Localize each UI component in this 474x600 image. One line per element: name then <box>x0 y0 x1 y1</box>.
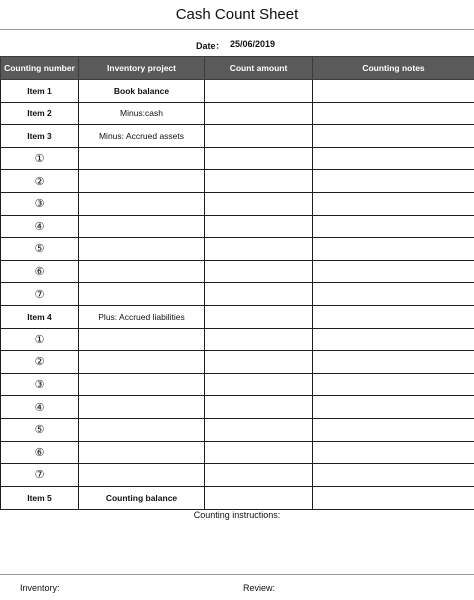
table-header-row <box>1 57 474 80</box>
counting-number-cell: Item 2 <box>1 102 79 125</box>
counting-instructions-label: Counting instructions: <box>193 510 281 520</box>
counting-notes-cell[interactable] <box>313 147 474 170</box>
count-amount-cell[interactable] <box>205 305 313 328</box>
counting-number-cell: ② <box>1 351 79 374</box>
count-amount-cell[interactable] <box>205 418 313 441</box>
counting-number-cell: ③ <box>1 373 79 396</box>
inventory-project-cell <box>79 441 205 464</box>
count-amount-cell[interactable] <box>205 147 313 170</box>
count-amount-cell[interactable] <box>205 486 313 509</box>
counting-number-cell: Item 3 <box>1 125 79 148</box>
count-amount-cell[interactable] <box>205 80 313 103</box>
table-row <box>1 238 474 261</box>
counting-number-cell: ⑥ <box>1 441 79 464</box>
counting-number-cell: Item 1 <box>1 80 79 103</box>
inventory-project-cell <box>79 351 205 374</box>
table-row <box>1 486 474 509</box>
inventory-project-cell <box>79 396 205 419</box>
count-amount-cell[interactable] <box>205 260 313 283</box>
counting-number-cell: ① <box>1 328 79 351</box>
inventory-project-cell <box>79 147 205 170</box>
counting-notes-cell[interactable] <box>313 170 474 193</box>
counting-number-cell: ⑤ <box>1 418 79 441</box>
counting-notes-cell[interactable] <box>313 373 474 396</box>
count-amount-cell[interactable] <box>205 464 313 487</box>
counting-notes-cell[interactable] <box>313 328 474 351</box>
instructions-divider <box>0 574 474 575</box>
counting-notes-cell[interactable] <box>313 283 474 306</box>
counting-number-cell: ⑦ <box>1 283 79 306</box>
table-row <box>1 147 474 170</box>
counting-notes-cell[interactable] <box>313 441 474 464</box>
count-amount-cell[interactable] <box>205 238 313 261</box>
table-row <box>1 396 474 419</box>
inventory-project-cell <box>79 373 205 396</box>
counting-notes-cell[interactable] <box>313 396 474 419</box>
table-row <box>1 170 474 193</box>
cash-count-table <box>0 56 474 510</box>
table-row <box>1 283 474 306</box>
count-amount-cell[interactable] <box>205 283 313 306</box>
counting-notes-cell[interactable] <box>313 102 474 125</box>
count-amount-cell[interactable] <box>205 351 313 374</box>
table-row <box>1 373 474 396</box>
table-row <box>1 125 474 148</box>
counting-number-cell: ② <box>1 170 79 193</box>
review-signature-label: Review: <box>243 583 276 593</box>
counting-notes-cell[interactable] <box>313 418 474 441</box>
counting-notes-cell[interactable] <box>313 486 474 509</box>
counting-notes-cell[interactable] <box>313 192 474 215</box>
inventory-project-cell <box>79 170 205 193</box>
inventory-project-cell: Minus: Accrued assets <box>79 125 205 148</box>
table-row <box>1 351 474 374</box>
table-body <box>1 80 474 510</box>
counting-notes-cell[interactable] <box>313 464 474 487</box>
counting-number-cell: ⑤ <box>1 238 79 261</box>
counting-notes-cell[interactable] <box>313 215 474 238</box>
counting-number-cell: ④ <box>1 215 79 238</box>
inventory-project-cell: Counting balance <box>79 486 205 509</box>
table-row <box>1 418 474 441</box>
counting-number-cell: ① <box>1 147 79 170</box>
count-amount-cell[interactable] <box>205 192 313 215</box>
inventory-project-cell <box>79 238 205 261</box>
date-label: Date： <box>196 41 225 51</box>
table-row <box>1 215 474 238</box>
count-amount-cell[interactable] <box>205 125 313 148</box>
counting-number-cell: ⑥ <box>1 260 79 283</box>
table-row <box>1 192 474 215</box>
inventory-project-cell: Book balance <box>79 80 205 103</box>
count-amount-cell[interactable] <box>205 373 313 396</box>
table-row <box>1 441 474 464</box>
date-value: 25/06/2019 <box>230 39 276 49</box>
date-row <box>0 30 474 56</box>
count-amount-cell[interactable] <box>205 170 313 193</box>
inventory-project-cell <box>79 192 205 215</box>
header-count-amount: Count amount <box>205 57 313 80</box>
counting-notes-cell[interactable] <box>313 351 474 374</box>
header-inventory-project: Inventory project <box>79 57 205 80</box>
counting-notes-cell[interactable] <box>313 80 474 103</box>
table-row <box>1 260 474 283</box>
counting-number-cell: Item 4 <box>1 305 79 328</box>
count-amount-cell[interactable] <box>205 215 313 238</box>
counting-number-cell: ④ <box>1 396 79 419</box>
counting-number-cell: ③ <box>1 192 79 215</box>
inventory-project-cell <box>79 260 205 283</box>
count-amount-cell[interactable] <box>205 441 313 464</box>
table-row <box>1 305 474 328</box>
counting-notes-cell[interactable] <box>313 260 474 283</box>
counting-number-cell: ⑦ <box>1 464 79 487</box>
inventory-signature-label: Inventory: <box>20 583 60 593</box>
table-row <box>1 328 474 351</box>
counting-number-cell: Item 5 <box>1 486 79 509</box>
counting-notes-cell[interactable] <box>313 125 474 148</box>
counting-notes-cell[interactable] <box>313 238 474 261</box>
inventory-project-cell <box>79 328 205 351</box>
inventory-project-cell <box>79 418 205 441</box>
inventory-project-cell <box>79 464 205 487</box>
header-counting-notes: Counting notes <box>313 57 474 80</box>
inventory-project-cell: Minus:cash <box>79 102 205 125</box>
sheet-title: Cash Count Sheet <box>0 0 474 30</box>
count-amount-cell[interactable] <box>205 328 313 351</box>
inventory-project-cell <box>79 283 205 306</box>
table-row <box>1 80 474 103</box>
header-counting-number: Counting number <box>1 57 79 80</box>
table-row <box>1 102 474 125</box>
inventory-project-cell <box>79 215 205 238</box>
count-amount-cell[interactable] <box>205 396 313 419</box>
table-row <box>1 464 474 487</box>
inventory-project-cell: Plus: Accrued liabilities <box>79 305 205 328</box>
count-amount-cell[interactable] <box>205 102 313 125</box>
counting-notes-cell[interactable] <box>313 305 474 328</box>
